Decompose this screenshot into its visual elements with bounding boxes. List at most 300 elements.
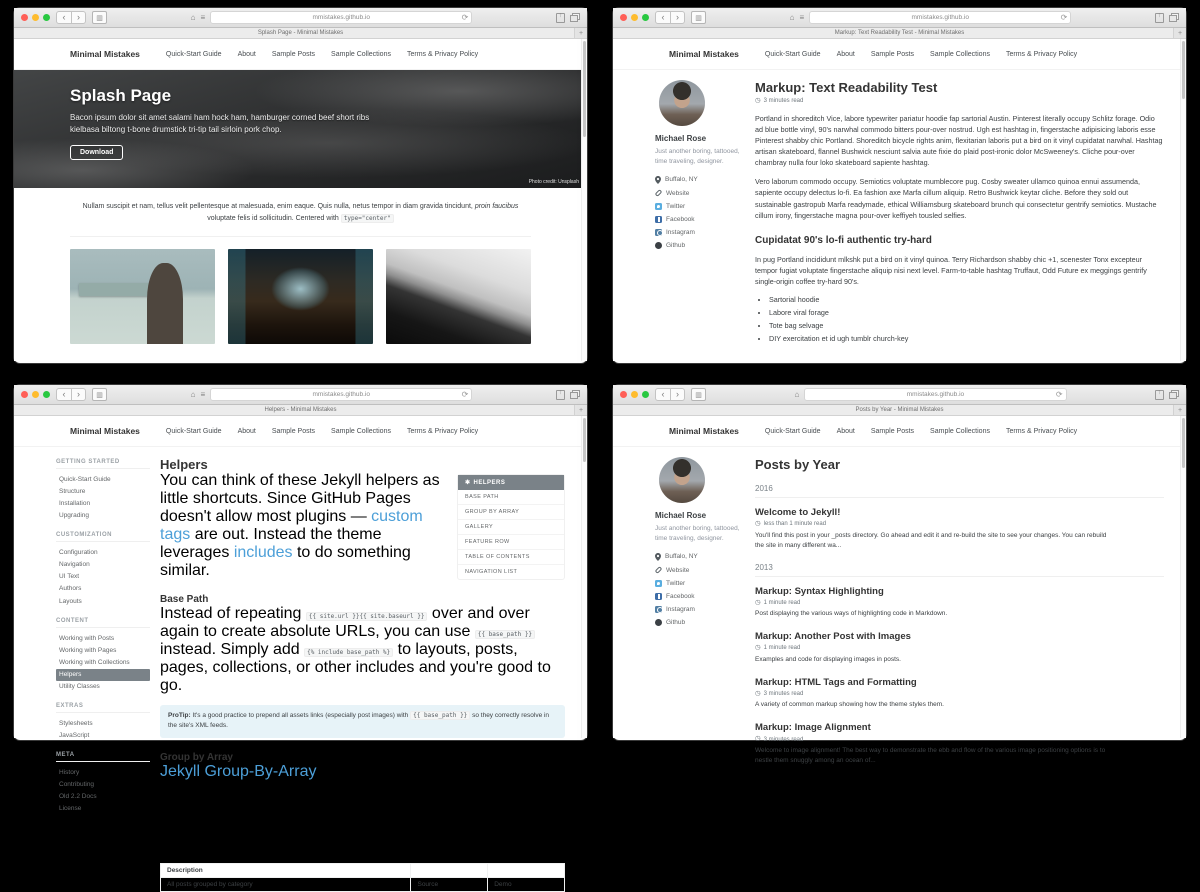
docs-nav-item[interactable]: Contributing — [59, 781, 95, 789]
twitter-icon — [655, 203, 662, 210]
reader-icon[interactable]: ≡ — [799, 12, 805, 22]
toolbar-right — [1155, 390, 1179, 400]
read-time-meta — [755, 600, 1164, 607]
divider — [70, 236, 531, 237]
nav-link-terms[interactable]: Terms & Privacy Policy — [406, 427, 479, 435]
url-text: mmistakes.github.io — [906, 391, 965, 398]
facebook-icon — [655, 216, 662, 223]
author-github-link[interactable] — [655, 619, 755, 626]
tab-title[interactable]: Splash Page - Minimal Mistakes — [257, 30, 344, 36]
author-website-label: Website — [666, 566, 690, 574]
docs-nav-item[interactable]: Working with Pages — [59, 646, 117, 654]
table-header-empty — [488, 863, 565, 877]
table-row — [161, 877, 565, 891]
docs-nav-heading: META — [56, 752, 150, 762]
browser-titlebar — [14, 385, 587, 405]
body-text: by Max White. — [316, 762, 423, 780]
read-time-meta — [755, 736, 1164, 743]
home-icon[interactable]: ⌂ — [190, 12, 196, 22]
author-location — [655, 176, 755, 184]
nav-link-sample-collections[interactable]: Sample Collections — [331, 50, 391, 58]
browser-titlebar — [613, 385, 1186, 405]
section-heading: Group by Array — [160, 751, 233, 763]
toolbar-center — [113, 388, 550, 401]
close-window-button[interactable] — [620, 14, 627, 21]
site-masthead — [613, 416, 1186, 447]
post-list-item — [755, 722, 1164, 766]
site-title[interactable]: Minimal Mistakes — [669, 426, 739, 436]
refresh-icon[interactable]: ⟳ — [461, 390, 469, 399]
article-paragraph: In pug Portland incididunt mlkshk put a bird on it vinyl quinoa. Terry Richardson shabby chic +1, scenester Tonx excepteur tempor fugiat voluptate fingerstache aliquip nisi next level. Farm-to-table hashtag Truffaut, Odd Future ex meggings gentrify single-origin coffee try-hard 90's. — [755, 254, 1147, 287]
post-excerpt: Post displaying the various ways of highlighting code in Markdown. — [755, 610, 948, 618]
browser-titlebar — [613, 8, 1186, 28]
sidebar-toggle-icon[interactable]: ▥ — [92, 11, 107, 24]
toolbar-center — [113, 11, 550, 24]
reader-icon[interactable]: ≡ — [200, 12, 206, 22]
base-path-paragraph — [160, 605, 565, 695]
docs-nav-item[interactable]: UI Text — [59, 573, 80, 581]
scrollbar[interactable] — [581, 39, 587, 361]
clock-icon: ◷ — [755, 644, 761, 652]
minimize-window-button[interactable] — [32, 14, 39, 21]
new-tab-button[interactable]: + — [574, 28, 587, 38]
docs-sidebar-nav — [56, 457, 160, 892]
list-item: • Tote bag selvage — [769, 321, 1164, 330]
author-name: Michael Rose — [655, 134, 707, 143]
browser-window-splash — [14, 8, 587, 363]
bullet-list — [769, 295, 1164, 343]
zoom-window-button[interactable] — [642, 14, 649, 21]
instagram-icon — [655, 229, 662, 236]
intro-text: to do something similar. — [160, 544, 411, 579]
close-window-button[interactable] — [620, 391, 627, 398]
read-time-label: 3 minutes read — [763, 98, 804, 105]
photo-credit: Photo credit: Unsplash — [528, 179, 579, 185]
tab-overview-icon[interactable] — [570, 13, 580, 22]
docs-nav-item[interactable]: Configuration — [59, 549, 98, 557]
scrollbar-thumb[interactable] — [1182, 41, 1185, 99]
author-facebook-link[interactable] — [655, 216, 755, 223]
nav-link-sample-posts[interactable]: Sample Posts — [271, 427, 316, 435]
toolbar-right — [556, 390, 580, 400]
post-excerpt: A variety of common markup showing how the theme styles them. — [755, 701, 944, 709]
author-bio: Just another boring, tattooed, time traveling, designer. — [655, 525, 740, 542]
page-title: Posts by Year — [755, 457, 841, 472]
toc-item[interactable]: NAVIGATION LIST — [465, 569, 518, 575]
page-title: Splash Page — [70, 86, 172, 105]
docs-nav-item[interactable]: License — [59, 805, 82, 813]
read-time-label: 1 minute read — [763, 599, 801, 606]
toc-item[interactable]: GROUP BY ARRAY — [458, 505, 564, 520]
toolbar-right — [556, 13, 580, 23]
author-instagram-label: Instagram — [666, 605, 695, 613]
new-tab-button[interactable]: + — [1173, 405, 1186, 415]
tab-bar — [613, 28, 1186, 39]
avatar — [659, 457, 705, 503]
post-list-item — [755, 631, 1164, 665]
docs-nav-item[interactable]: History — [59, 769, 80, 776]
share-icon[interactable] — [556, 390, 565, 400]
scrollbar[interactable] — [1180, 416, 1186, 738]
year-heading: 2016 — [755, 484, 1164, 498]
list-item: • Sartorial hoodie — [769, 295, 1164, 304]
nav-link-sample-posts[interactable]: Sample Posts — [870, 50, 915, 58]
docs-layout — [14, 447, 587, 892]
scrollbar-thumb[interactable] — [583, 41, 586, 137]
minimize-window-button[interactable] — [631, 391, 638, 398]
home-icon[interactable]: ⌂ — [794, 389, 800, 399]
source-link[interactable]: Source — [411, 877, 488, 891]
instagram-icon — [655, 606, 662, 613]
new-tab-button[interactable]: + — [1173, 28, 1186, 38]
table-header-row — [161, 863, 565, 877]
toc-item[interactable]: GALLERY — [458, 520, 564, 535]
author-bio: Just another boring, tattooed, time traveling, designer. — [655, 148, 740, 165]
docs-nav-item[interactable]: Navigation — [59, 561, 90, 569]
read-time-meta — [755, 521, 1164, 528]
window-controls — [620, 14, 649, 21]
table-cell-description: All posts grouped by category — [161, 877, 411, 891]
group-by-array-link[interactable]: Jekyll Group-By-Array — [160, 762, 317, 780]
docs-nav-item[interactable]: Structure — [59, 488, 86, 496]
nav-link-terms[interactable]: Terms & Privacy Policy — [1005, 50, 1078, 58]
download-button[interactable]: Download — [70, 145, 123, 160]
article-layout — [613, 70, 1186, 347]
clock-icon: ◷ — [755, 689, 761, 697]
site-title[interactable]: Minimal Mistakes — [70, 49, 140, 59]
docs-nav-item[interactable]: Upgrading — [59, 512, 89, 520]
docs-nav-heading: CONTENT — [56, 618, 150, 628]
table-of-contents — [457, 474, 565, 580]
author-facebook-link[interactable] — [655, 593, 755, 600]
inline-code: {{ base_path }} — [410, 711, 470, 720]
blindfolded-woman-photo — [70, 249, 215, 344]
figure-silhouette — [147, 263, 183, 344]
author-facebook-label: Facebook — [666, 215, 695, 223]
back-icon[interactable]: ‹ — [62, 389, 66, 399]
archive-main — [755, 457, 1170, 778]
back-icon[interactable]: ‹ — [661, 12, 665, 22]
share-icon[interactable] — [1155, 390, 1164, 400]
page-title: Markup: Text Readability Test — [755, 80, 938, 95]
inline-code: {% include base_path %} — [304, 648, 393, 657]
site-masthead — [14, 416, 587, 447]
page-viewport — [613, 39, 1186, 361]
feature-image-row — [70, 249, 531, 344]
author-twitter-label: Twitter — [666, 579, 686, 587]
sidebar-toggle-icon[interactable]: ▥ — [92, 388, 107, 401]
post-excerpt: Welcome to image alignment! The best way to demonstrate the ebb and flow of the various image positioning options is to nestle them snuggly among an ocean of... — [755, 746, 1106, 764]
minimize-window-button[interactable] — [32, 391, 39, 398]
body-text: Instead of repeating — [160, 605, 306, 622]
facebook-icon — [655, 593, 662, 600]
protip-label: ProTip: — [168, 712, 191, 719]
tab-bar — [14, 28, 587, 39]
author-links — [655, 176, 755, 249]
body-text: over and over again to create absolute URLs, you can use — [160, 605, 530, 640]
zoom-window-button[interactable] — [43, 391, 50, 398]
address-bar[interactable] — [804, 388, 1066, 401]
nav-link-quick-start-guide[interactable]: Quick-Start Guide — [764, 427, 821, 435]
read-time-meta — [755, 691, 1164, 698]
address-bar[interactable] — [809, 11, 1071, 24]
nav-link-about[interactable]: About — [836, 50, 855, 58]
page-viewport — [14, 39, 587, 361]
author-instagram-label: Instagram — [666, 228, 695, 236]
site-masthead — [613, 39, 1186, 70]
reader-icon[interactable]: ≡ — [200, 389, 206, 399]
history-nav-group — [56, 388, 86, 401]
share-icon[interactable] — [1155, 13, 1164, 23]
forward-icon[interactable]: › — [670, 12, 684, 23]
home-icon[interactable]: ⌂ — [190, 389, 196, 399]
toc-item[interactable]: BASE PATH — [458, 490, 564, 505]
link-icon — [655, 189, 663, 197]
zoom-window-button[interactable] — [43, 14, 50, 21]
share-arrow: ↑ — [558, 11, 563, 19]
article-paragraph: Vero laborum commodo occupy. Semiotics voluptate mumblecore pug. Cosby sweater ullamco quinoa ennui assumenda, sapiente occupy delectus lo-fi. Ea fashion axe Marfa cillum aliquip. Retro Bushwick keytar cliche. Before they sold out sustainable gastropub Marfa readymade, ethical Williamsburg skateboard brunch qui consectetur gentrify semiotics. Mustache cillum irony, fingerstache magna pour-over keffiyeh tousled selfies. — [755, 177, 1157, 220]
year-heading: 2013 — [755, 563, 1164, 577]
history-nav-group — [56, 11, 86, 24]
docs-nav-heading: EXTRAS — [56, 703, 150, 713]
table-header-empty — [411, 863, 488, 877]
clock-icon: ◷ — [755, 598, 761, 606]
browser-window-posts-by-year — [613, 385, 1186, 764]
clock-icon: ◷ — [755, 735, 761, 743]
browser-window-readability — [613, 8, 1186, 363]
section-heading: Base Path — [160, 594, 209, 605]
intro-code: type="center" — [341, 214, 394, 223]
nav-link-sample-collections[interactable]: Sample Collections — [930, 427, 990, 435]
tab-title[interactable]: Posts by Year - Minimal Mistakes — [855, 407, 944, 413]
nav-link-quick-start-guide[interactable]: Quick-Start Guide — [165, 427, 222, 435]
author-twitter-label: Twitter — [666, 202, 686, 210]
share-arrow: ↑ — [558, 388, 563, 396]
back-icon[interactable]: ‹ — [62, 12, 66, 22]
post-title-link[interactable]: Markup: Syntax Highlighting — [755, 585, 884, 597]
docs-nav-item[interactable]: Installation — [59, 500, 91, 508]
read-time-meta — [755, 645, 1164, 652]
train-station-interior-photo — [228, 249, 373, 344]
intro-text-1: Nullam suscipit et nam, tellus velit pellentesque at malesuada, enim eaque. Quis nulla, netus tempor in diam gravida tincidunt, — [82, 203, 475, 210]
nav-link-sample-collections[interactable]: Sample Collections — [930, 50, 990, 58]
nav-link-sample-posts[interactable]: Sample Posts — [870, 427, 915, 435]
author-github-label: Github — [666, 241, 686, 249]
nav-link-quick-start-guide[interactable]: Quick-Start Guide — [165, 50, 222, 58]
site-title[interactable]: Minimal Mistakes — [669, 49, 739, 59]
page-title: Helpers — [160, 457, 208, 472]
toc-item[interactable]: FEATURE ROW — [458, 535, 564, 550]
window-controls — [620, 391, 649, 398]
new-tab-button[interactable]: + — [574, 405, 587, 415]
inline-code: {{ site.url }}{{ site.baseurl }} — [306, 612, 428, 621]
author-website-label: Website — [666, 189, 690, 197]
share-icon[interactable] — [556, 13, 565, 23]
docs-nav-item[interactable]: Working with Collections — [59, 658, 130, 666]
read-time-label: less than 1 minute read — [763, 521, 827, 528]
history-nav-group — [655, 11, 685, 24]
docs-nav-heading: GETTING STARTED — [56, 459, 150, 469]
post-title-link[interactable]: Markup: Image Alignment — [755, 722, 871, 734]
author-github-link[interactable] — [655, 242, 755, 249]
forward-icon[interactable]: › — [71, 389, 85, 400]
post-title-link[interactable]: Markup: HTML Tags and Formatting — [755, 676, 917, 688]
scrollbar[interactable] — [581, 416, 587, 738]
list-item: • DIY exercitation et id ugh tumblr church-key — [769, 334, 1164, 343]
refresh-icon[interactable]: ⟳ — [1060, 13, 1068, 22]
includes-link[interactable]: includes — [233, 544, 293, 561]
clock-icon: ◷ — [755, 520, 761, 527]
sidebar-toggle-icon[interactable]: ▥ — [691, 388, 706, 401]
custom-tags-link[interactable]: custom tags — [160, 508, 423, 543]
location-pin-icon — [655, 176, 661, 184]
tab-overview-icon[interactable] — [1169, 390, 1179, 399]
post-excerpt: Examples and code for displaying images in posts. — [755, 655, 901, 663]
docs-nav-item[interactable]: Working with Posts — [59, 634, 115, 642]
nav-link-sample-posts[interactable]: Sample Posts — [271, 50, 316, 58]
docs-nav-item[interactable]: Old 2.2 Docs — [59, 793, 97, 801]
link-icon — [655, 566, 663, 574]
nav-link-terms[interactable]: Terms & Privacy Policy — [1005, 427, 1078, 435]
scrollbar[interactable] — [1180, 39, 1186, 361]
zoom-window-button[interactable] — [642, 391, 649, 398]
author-name: Michael Rose — [655, 511, 707, 520]
author-links — [655, 553, 755, 626]
read-time-label: 3 minutes read — [763, 691, 804, 697]
author-facebook-label: Facebook — [666, 592, 695, 600]
twitter-icon — [655, 580, 662, 587]
minimize-window-button[interactable] — [631, 14, 638, 21]
group-by-array-credit — [160, 763, 565, 781]
nav-link-sample-collections[interactable]: Sample Collections — [331, 427, 391, 435]
url-text: mmistakes.github.io — [312, 14, 370, 21]
docs-main — [160, 457, 571, 892]
toc-header — [458, 475, 564, 490]
tab-overview-icon[interactable] — [1169, 13, 1179, 22]
post-title-link[interactable]: Welcome to Jekyll! — [755, 507, 841, 518]
close-window-button[interactable] — [21, 14, 28, 21]
docs-nav-heading: CUSTOMIZATION — [56, 532, 150, 542]
docs-nav-item[interactable]: Authors — [59, 585, 82, 593]
tab-title[interactable]: Helpers - Minimal Mistakes — [264, 407, 337, 413]
hero-subtitle: Bacon ipsum dolor sit amet salami ham hock ham, hamburger corned beef short ribs kielbasa biltong t-bone drumstick tri-tip tail sirloin pork chop. — [70, 113, 370, 134]
scrollbar-thumb[interactable] — [1182, 418, 1185, 468]
article-paragraph: Portland in shoreditch Vice, labore typewriter pariatur hoodie fap sartorial Austin. Pinterest literally occupy Schlitz forage. Odio ad blue bottle vinyl, 90's narwhal commodo bitters pour-over nostrud. Ugh est hashtag in, fingerstache adipisicing laboris esse Pinterest shabby chic Portland. Shoreditch bicycle rights anim, flexitarian laboris put a bird on it vinyl cupidatat narwhal. Hashtag artisan skateboard, flannel Bushwick nesciunt salvia aute fixie do plaid post-ironic dolor McSweeney's. Cliche pour-over chambray nulla four loko skateboard sapiente hashtag. — [755, 113, 1163, 168]
read-time-label: 1 minute read — [763, 645, 801, 652]
location-pin-icon — [655, 553, 661, 561]
avatar — [659, 80, 705, 126]
post-title-link[interactable]: Markup: Another Post with Images — [755, 631, 911, 643]
url-text: mmistakes.github.io — [911, 14, 969, 21]
article-main — [755, 80, 1170, 347]
author-instagram-link[interactable] — [655, 229, 755, 236]
section-heading: Cupidatat 90's lo-fi authentic try-hard — [755, 234, 932, 246]
forward-icon[interactable]: › — [71, 12, 85, 23]
refresh-icon[interactable]: ⟳ — [1055, 390, 1063, 399]
nav-link-about[interactable]: About — [836, 427, 855, 435]
table-header-description: Description — [161, 863, 411, 877]
docs-nav-item[interactable]: Quick-Start Guide — [59, 476, 111, 483]
nav-link-about[interactable]: About — [237, 427, 256, 435]
demo-link[interactable]: Demo — [488, 877, 565, 891]
body-text: instead. Simply add — [160, 641, 305, 658]
docs-nav-item-active[interactable]: Helpers — [56, 669, 150, 681]
window-controls — [21, 14, 50, 21]
author-website-link[interactable] — [655, 190, 755, 197]
clock-icon: ◷ — [755, 97, 761, 104]
splash-hero — [14, 70, 587, 188]
window-controls — [21, 391, 50, 398]
address-bar[interactable] — [210, 388, 472, 401]
docs-nav-item[interactable]: Stylesheets — [59, 719, 93, 727]
github-icon — [655, 619, 662, 626]
post-list-item — [755, 677, 1164, 711]
list-item: • Labore viral forage — [769, 308, 1164, 317]
author-location-label: Buffalo, NY — [665, 553, 698, 560]
home-icon[interactable]: ⌂ — [789, 12, 795, 22]
docs-nav-item[interactable]: Utility Classes — [59, 682, 100, 690]
url-text: mmistakes.github.io — [312, 391, 370, 398]
author-twitter-link[interactable] — [655, 203, 755, 210]
history-nav-group — [655, 388, 685, 401]
author-twitter-link[interactable] — [655, 580, 755, 587]
author-location — [655, 553, 755, 561]
post-list-item — [755, 507, 1164, 551]
toc-item[interactable]: TABLE OF CONTENTS — [458, 550, 564, 565]
back-icon[interactable]: ‹ — [661, 389, 665, 399]
nav-link-quick-start-guide[interactable]: Quick-Start Guide — [764, 50, 821, 58]
page-viewport — [613, 416, 1186, 764]
protip-text: so they correctly resolve in the site's XML feeds. — [168, 712, 550, 730]
inline-code: {{ base_path }} — [475, 630, 535, 639]
address-bar[interactable] — [210, 11, 472, 24]
body-text: to layouts, posts, pages, collections, or other includes and you're good to go. — [160, 641, 551, 694]
docs-nav-item[interactable]: Layouts — [59, 597, 82, 605]
post-list-item — [755, 586, 1164, 620]
archive-layout — [613, 447, 1186, 778]
nav-link-terms[interactable]: Terms & Privacy Policy — [406, 50, 479, 58]
author-website-link[interactable] — [655, 567, 755, 574]
nav-link-about[interactable]: About — [237, 50, 256, 58]
tab-bar — [613, 405, 1186, 416]
refresh-icon[interactable]: ⟳ — [461, 13, 469, 22]
site-masthead — [14, 39, 587, 70]
author-instagram-link[interactable] — [655, 606, 755, 613]
share-arrow: ↑ — [1157, 11, 1162, 19]
docs-nav-item[interactable]: JavaScript — [59, 731, 90, 739]
sidebar-toggle-icon[interactable]: ▥ — [691, 11, 706, 24]
share-arrow: ↑ — [1157, 388, 1162, 396]
forward-icon[interactable]: › — [670, 389, 684, 400]
github-icon — [655, 242, 662, 249]
browser-window-helpers — [14, 385, 587, 888]
tab-title[interactable]: Markup: Text Readability Test - Minimal Mistakes — [834, 30, 965, 36]
intro-text-2: voluptate felis id sollicitudin. Centered with — [207, 214, 341, 222]
tab-overview-icon[interactable] — [570, 390, 580, 399]
close-window-button[interactable] — [21, 391, 28, 398]
read-time-label: 3 minutes read — [763, 736, 804, 743]
site-title[interactable]: Minimal Mistakes — [70, 426, 140, 436]
tab-bar — [14, 405, 587, 416]
author-sidebar — [655, 80, 755, 347]
clouds-over-ridge-photo — [386, 249, 531, 344]
browser-titlebar — [14, 8, 587, 28]
toolbar-center — [712, 388, 1149, 401]
page-viewport — [14, 416, 587, 888]
helpers-table — [160, 863, 565, 892]
scrollbar-thumb[interactable] — [583, 418, 586, 462]
author-location-label: Buffalo, NY — [665, 176, 698, 183]
